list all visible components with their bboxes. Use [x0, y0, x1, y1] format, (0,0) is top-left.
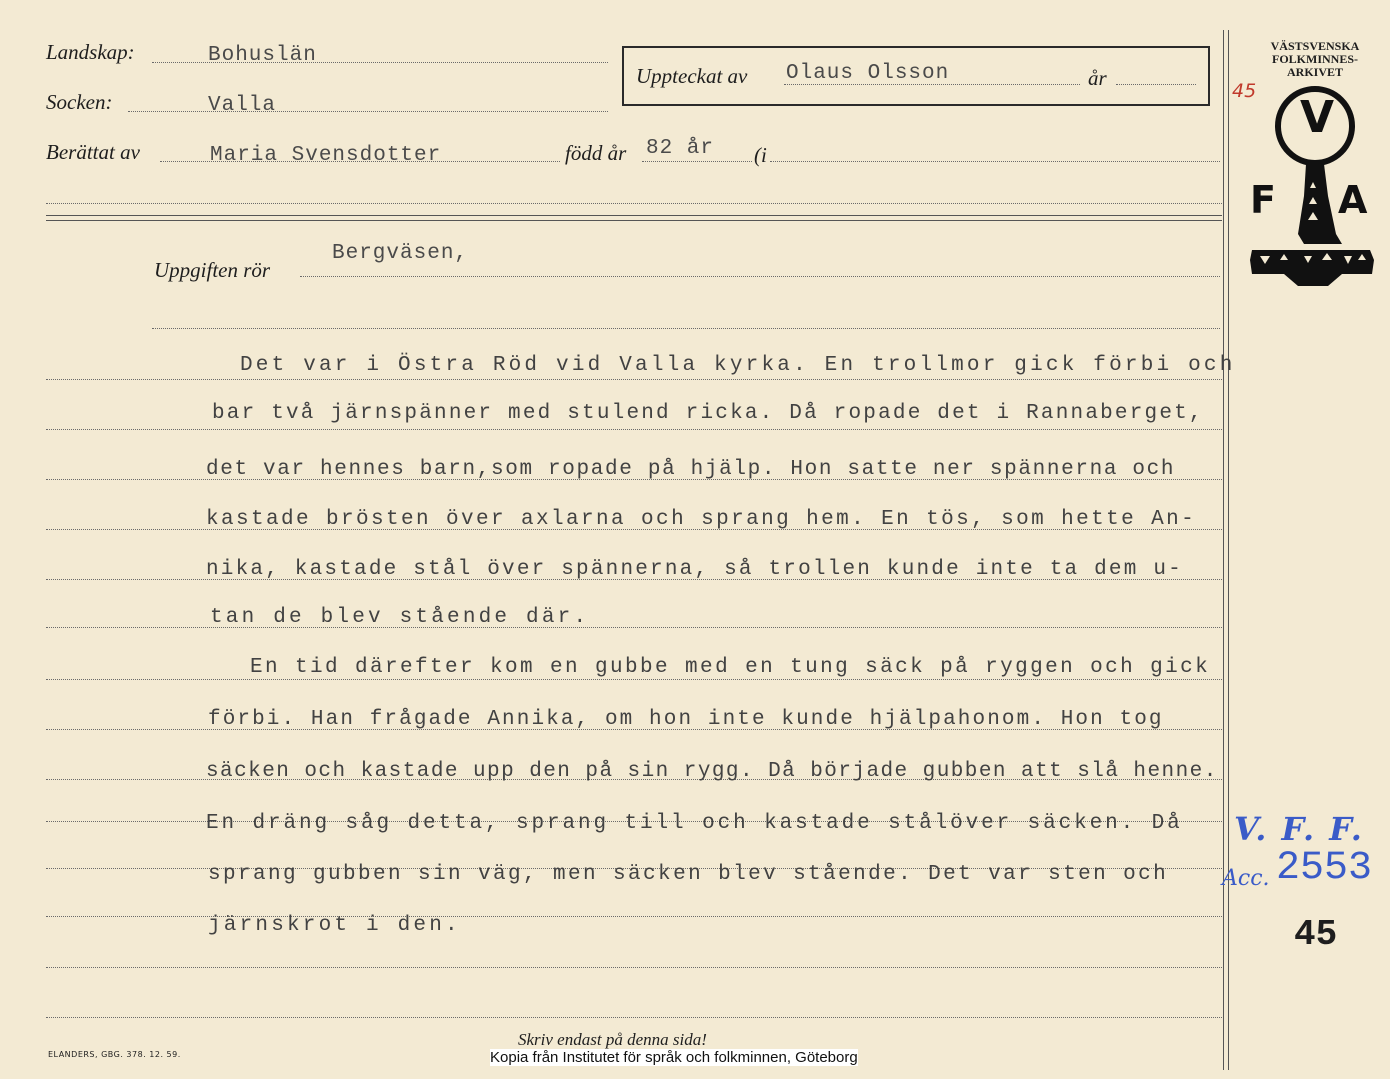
landskap-value: Bohuslän: [208, 44, 317, 67]
socken-label: Socken:: [46, 90, 113, 114]
red-margin-number: 45: [1232, 80, 1257, 102]
fodd-label: född år: [565, 141, 627, 165]
fodd-line: [642, 161, 752, 162]
ar-line: [1116, 84, 1196, 85]
socken-value: Valla: [208, 94, 277, 117]
ruled-line: [46, 379, 1222, 380]
body-line-12: järnskrot i den.: [208, 914, 461, 937]
body-line-11: sprang gubben sin väg, men säcken blev stående. Det var sten och: [208, 863, 1169, 886]
body-line-6: tan de blev stående där.: [210, 606, 590, 629]
body-line-3: det var hennes barn,som ropade på hjälp. Hon satte ner spännerna och: [206, 458, 1176, 481]
berattat-value: Maria Svensdotter: [210, 144, 442, 167]
paren-label: (i: [754, 143, 767, 167]
archive-name-line3: ARKIVET: [1286, 65, 1343, 79]
footer-instruction: Skriv endast på denna sida!: [518, 1030, 707, 1049]
copy-note: Kopia från Institutet för språk och folkminnen, Göteborg: [490, 1049, 858, 1066]
margin-rule-1: [1223, 30, 1224, 1070]
header-blank-line: [46, 203, 1222, 204]
separator-rule-1: [46, 215, 1222, 216]
ar-label: år: [1088, 66, 1107, 90]
ruled-line: [46, 679, 1222, 680]
margin-rule-2: [1228, 30, 1229, 1070]
page-number: 45: [1294, 914, 1338, 955]
archive-name: [1240, 40, 1390, 79]
logo-center-letter: V: [1300, 92, 1335, 143]
uppgiften-value: Bergväsen,: [332, 242, 469, 265]
upptecknat-label: Uppteckat av: [636, 64, 748, 88]
uppgiften-label: Uppgiften rör: [154, 258, 271, 282]
body-line-9: säcken och kastade upp den på sin rygg. Då började gubben att slå henne.: [206, 760, 1218, 783]
upptecknat-value: Olaus Olsson: [786, 62, 950, 85]
logo-left-letter: F: [1250, 178, 1276, 222]
socken-line: [128, 111, 608, 112]
printer-mark: ELANDERS, GBG. 378. 12. 59.: [48, 1050, 181, 1059]
body-line-8: förbi. Han frågade Annika, om hon inte kunde hjälpahonom. Hon tog: [208, 708, 1164, 731]
body-line-5: nika, kastade stål över spännerna, så trollen kunde inte ta dem u-: [206, 558, 1183, 581]
body-line-10: En dräng såg detta, sprang till och kastade stålöver säcken. Då: [206, 812, 1183, 835]
body-line-1: Det var i Östra Röd vid Valla kyrka. En trollmor gick förbi och: [240, 354, 1236, 377]
stamp-number: 2553: [1276, 846, 1373, 891]
uppgiften-line: [300, 276, 1220, 277]
landskap-label: Landskap:: [46, 40, 135, 64]
archive-name-line1: VÄSTSVENSKA: [1270, 39, 1360, 53]
logo-right-letter: A: [1338, 178, 1368, 222]
body-line-7: En tid därefter kom en gubbe med en tung säck på ryggen och gick: [250, 656, 1211, 679]
body-line-4: kastade brösten över axlarna och sprang hem. En tös, som hette An-: [206, 508, 1197, 531]
stamp-line1: V. F. F.: [1234, 810, 1364, 848]
berattat-label: Berättat av: [46, 140, 140, 164]
body-line-2: bar två järnspänner med stulend ricka. Då ropade det i Rannaberget,: [212, 402, 1204, 425]
ruled-line: [46, 967, 1222, 968]
archive-name-line2: FOLKMINNES-: [1271, 52, 1358, 66]
uppgiften-blank-line: [152, 328, 1220, 329]
ruled-line: [46, 429, 1222, 430]
paren-line: [770, 161, 1220, 162]
ruled-line: [46, 1017, 1222, 1018]
stamp-prefix: Acc.: [1222, 866, 1270, 891]
fodd-value: 82 år: [646, 137, 715, 160]
separator-rule-2: [46, 220, 1222, 221]
